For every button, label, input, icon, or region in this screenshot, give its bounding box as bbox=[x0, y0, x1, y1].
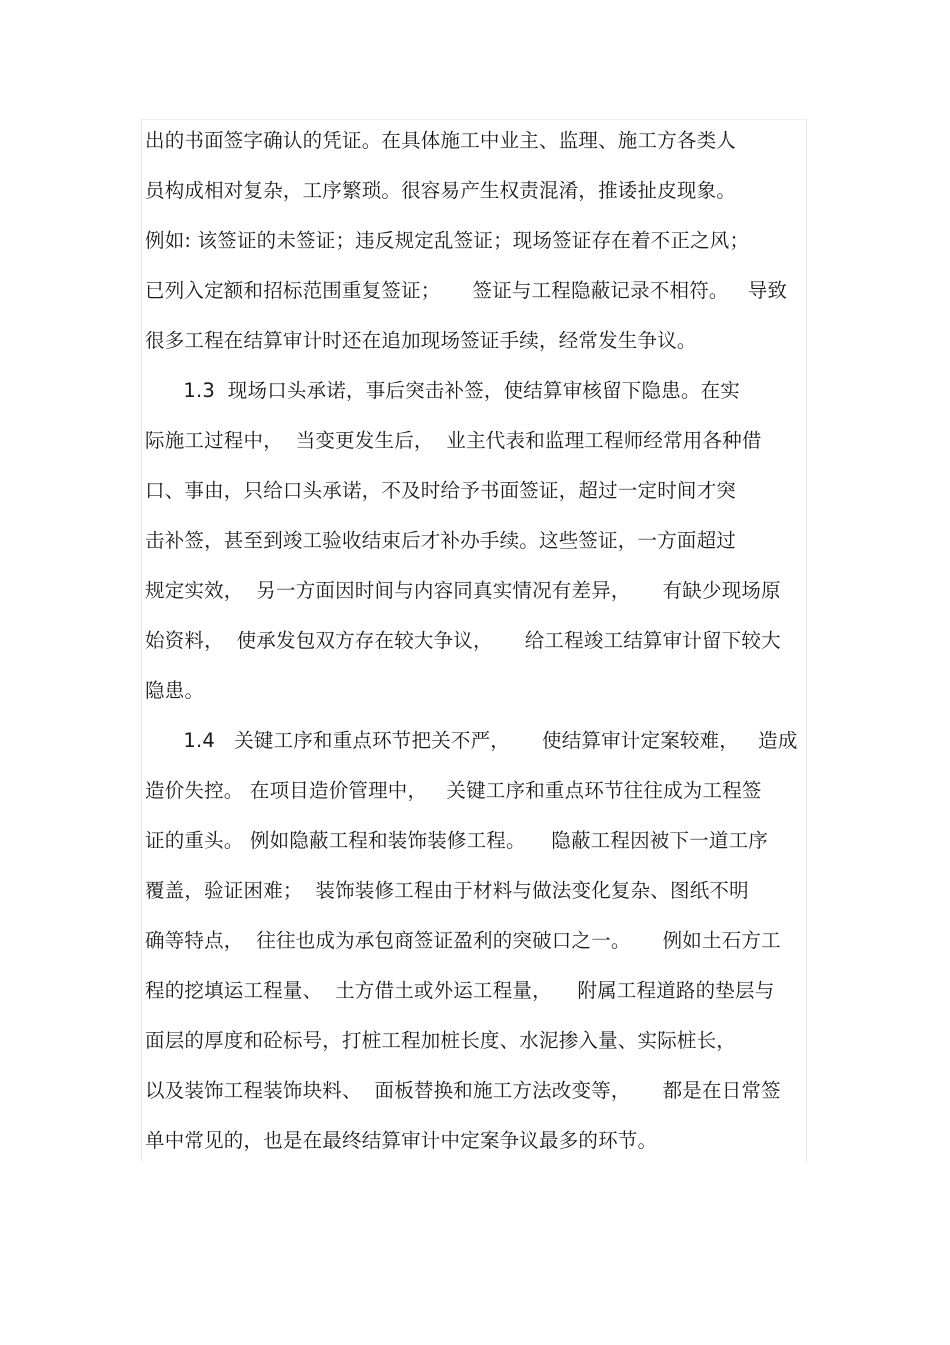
text-line: 隐患。 bbox=[145, 679, 205, 702]
text-line: 口、事由，只给口头承诺，不及时给予书面签证，超过一定时间才突 bbox=[145, 479, 737, 502]
text-line: 造价失控。 在项目造价管理中， 关键工序和重点环节往往成为工程签 bbox=[145, 779, 762, 802]
text-line: 已列入定额和招标范围重复签证； 签证与工程隐蔽记录不相符。 导致 bbox=[145, 279, 788, 302]
text-line: 1.4 关键工序和重点环节把关不严， 使结算审计定案较难， 造成 bbox=[145, 729, 798, 752]
text-line: 程的挖填运工程量、 土方借土或外运工程量， 附属工程道路的垫层与 bbox=[145, 979, 775, 1002]
text-line: 面层的厚度和砼标号，打桩工程加桩长度、水泥掺入量、实际桩长， bbox=[145, 1029, 737, 1052]
text-line: 规定实效， 另一方面因时间与内容同真实情况有差异， 有缺少现场原 bbox=[145, 579, 781, 602]
text-line: 例如: 该签证的未签证；违反规定乱签证；现场签证存在着不正之风； bbox=[145, 229, 750, 252]
text-line: 际施工过程中， 当变更发生后， 业主代表和监理工程师经常用各种借 bbox=[145, 429, 762, 452]
text-line: 出的书面签字确认的凭证。在具体施工中业主、监理、施工方各类人 bbox=[145, 129, 737, 152]
text-line: 员构成相对复杂，工序繁琐。很容易产生权责混淆，推诿扯皮现象。 bbox=[145, 179, 737, 202]
text-line: 证的重头。 例如隐蔽工程和装饰装修工程。 隐蔽工程因被下一道工序 bbox=[145, 829, 768, 852]
text-line: 击补签，甚至到竣工验收结束后才补办手续。这些签证，一方面超过 bbox=[145, 529, 737, 552]
text-line: 很多工程在结算审计时还在追加现场签证手续，经常发生争议。 bbox=[145, 329, 697, 352]
text-line: 单中常见的，也是在最终结算审计中定案争议最多的环节。 bbox=[145, 1129, 658, 1152]
text-line: 始资料， 使承发包双方存在较大争议， 给工程竣工结算审计留下较大 bbox=[145, 629, 781, 652]
text-line: 以及装饰工程装饰块料、 面板替换和施工方法改变等， 都是在日常签 bbox=[145, 1079, 781, 1102]
text-line: 1.3 现场口头承诺，事后突击补签，使结算审核留下隐患。在实 bbox=[145, 379, 740, 402]
text-line: 覆盖，验证困难； 装饰装修工程由于材料与做法变化复杂、图纸不明 bbox=[145, 879, 749, 902]
text-line: 确等特点， 往往也成为承包商签证盈利的突破口之一。 例如土石方工 bbox=[145, 929, 781, 952]
